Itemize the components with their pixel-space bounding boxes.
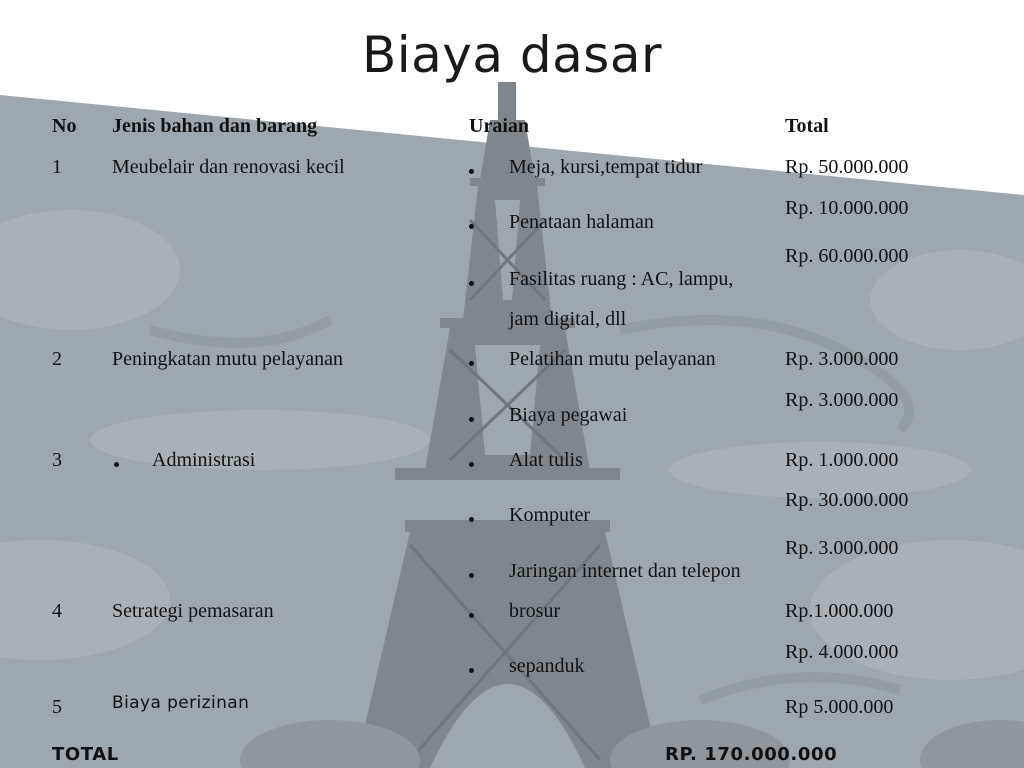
- header-jenis: Jenis bahan dan barang: [112, 115, 318, 137]
- header-uraian: Uraian: [469, 115, 529, 137]
- row-1-total-1: Rp. 50.000.000: [785, 156, 909, 178]
- row-1-uraian-2: Penataan halaman: [509, 211, 654, 233]
- row-5-no: 5: [52, 696, 62, 718]
- row-4-uraian-1: brosur: [509, 600, 561, 622]
- row-2-total-1: Rp. 3.000.000: [785, 348, 899, 370]
- bullet-icon: [114, 462, 119, 467]
- total-value: RP. 170.000.000: [665, 744, 838, 765]
- total-label: TOTAL: [52, 744, 119, 765]
- row-2-jenis: Peningkatan mutu pelayanan: [112, 348, 344, 370]
- row-3-no: 3: [52, 449, 62, 471]
- row-1-uraian-4: jam digital, dll: [509, 308, 627, 330]
- row-2-uraian-1: Pelatihan mutu pelayanan: [509, 348, 716, 370]
- row-1-uraian-1: Meja, kursi,tempat tidur: [509, 156, 703, 178]
- row-2-total-2: Rp. 3.000.000: [785, 389, 899, 411]
- row-3-total-1: Rp. 1.000.000: [785, 449, 899, 471]
- row-4-total-1: Rp.1.000.000: [785, 600, 894, 622]
- bullet-icon: [469, 169, 474, 174]
- bullet-icon: [469, 417, 474, 422]
- bullet-icon: [469, 361, 474, 366]
- row-1-uraian-3: Fasilitas ruang : AC, lampu,: [509, 268, 734, 290]
- row-1-no: 1: [52, 156, 62, 178]
- row-4-total-2: Rp. 4.000.000: [785, 641, 899, 663]
- bullet-icon: [469, 668, 474, 673]
- row-1-jenis: Meubelair dan renovasi kecil: [112, 156, 345, 178]
- row-2-uraian-2: Biaya pegawai: [509, 404, 628, 426]
- row-3-jenis: Administrasi: [152, 449, 256, 471]
- row-5-total-1: Rp 5.000.000: [785, 696, 894, 718]
- row-4-no: 4: [52, 600, 62, 622]
- header-no: No: [52, 115, 77, 137]
- row-3-uraian-1: Alat tulis: [509, 449, 583, 471]
- page-title: Biaya dasar: [361, 26, 663, 84]
- bullet-icon: [469, 462, 474, 467]
- bullet-icon: [469, 573, 474, 578]
- bullet-icon: [469, 613, 474, 618]
- bullet-icon: [469, 224, 474, 229]
- bullet-icon: [469, 517, 474, 522]
- header-total: Total: [785, 115, 829, 137]
- row-4-uraian-2: sepanduk: [509, 655, 585, 677]
- bullet-icon: [469, 281, 474, 286]
- row-1-total-2: Rp. 10.000.000: [785, 197, 909, 219]
- row-3-uraian-2: Komputer: [509, 504, 591, 526]
- row-3-total-3: Rp. 3.000.000: [785, 537, 899, 559]
- row-2-no: 2: [52, 348, 62, 370]
- row-5-jenis: Biaya perizinan: [112, 693, 250, 713]
- row-4-jenis: Setrategi pemasaran: [112, 600, 274, 622]
- row-3-uraian-3: Jaringan internet dan telepon: [509, 560, 741, 582]
- row-1-total-3: Rp. 60.000.000: [785, 245, 909, 267]
- row-3-total-2: Rp. 30.000.000: [785, 489, 909, 511]
